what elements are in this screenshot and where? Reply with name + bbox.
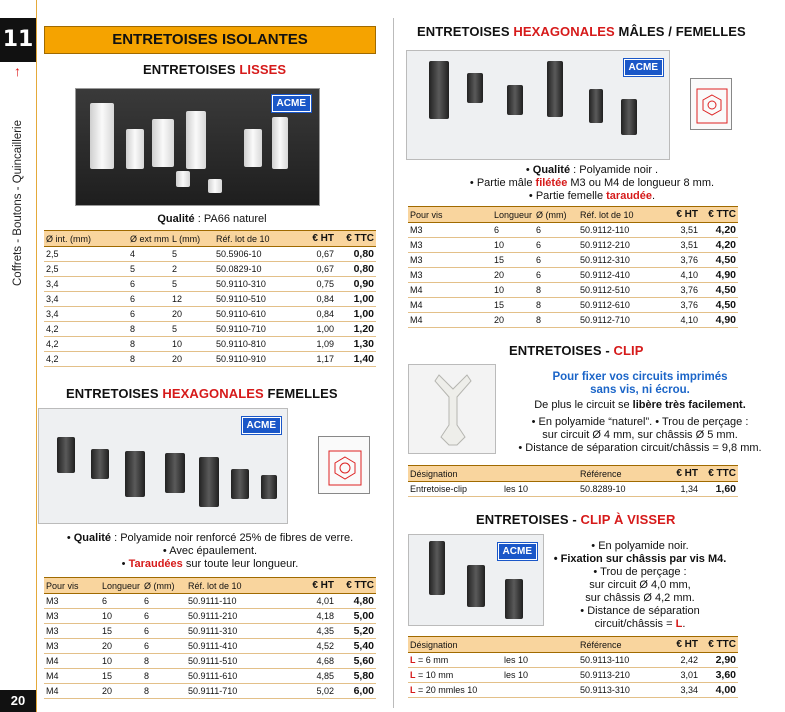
spacer-image xyxy=(208,179,222,193)
table-cell: 15 xyxy=(492,253,534,268)
table-cell: 4,90 xyxy=(700,313,738,328)
table-cell: 50.9112-210 xyxy=(578,238,662,253)
clip-table xyxy=(408,465,738,497)
spacer-image xyxy=(261,475,277,499)
table-row xyxy=(408,653,738,668)
table-cell: 4,18 xyxy=(294,609,336,624)
table-cell: 20 xyxy=(492,313,534,328)
table-row xyxy=(44,352,376,367)
table-cell: 5 xyxy=(128,262,170,277)
table-row xyxy=(408,223,738,238)
table-cell: 5,20 xyxy=(336,624,376,639)
table-row xyxy=(44,322,376,337)
table-cell: 1,60 xyxy=(700,482,738,497)
table-cell: M3 xyxy=(44,594,100,609)
clip-description: Pour fixer vos circuits imprimés sans vis, ni écrou. De plus le circuit se libère très facilement. • En polyamide “naturel”. • Trou de perçage : sur circuit Ø 4 mm, sur châssis Ø 5 mm. • Distance de séparation circuit/châssis = 9,8 mm. xyxy=(518,371,762,454)
table-cell: 4,68 xyxy=(294,654,336,669)
table-header-cell: Ø int. (mm) xyxy=(44,231,128,247)
lisses-table xyxy=(44,230,376,367)
table-cell: 1,17 xyxy=(298,352,336,367)
table-cell: M4 xyxy=(408,283,492,298)
table-cell: 4,52 xyxy=(294,639,336,654)
table-cell: 4,20 xyxy=(700,238,738,253)
table-cell: 6,00 xyxy=(336,684,376,699)
section-banner: ENTRETOISES ISOLANTES xyxy=(44,26,376,54)
spacer-image xyxy=(199,457,219,507)
table-cell: 4 xyxy=(128,247,170,262)
table-cell: 15 xyxy=(492,298,534,313)
table-row xyxy=(44,277,376,292)
table-cell: 0,67 xyxy=(298,262,336,277)
table-cell: 5,00 xyxy=(336,609,376,624)
table-cell: 8 xyxy=(142,654,186,669)
length-symbol: L xyxy=(410,685,416,695)
table-cell: 50.9111-110 xyxy=(186,594,294,609)
spacer-image xyxy=(152,119,174,167)
spacer-image xyxy=(186,111,206,169)
table-cell: Entretoise-clip xyxy=(408,482,502,497)
spacer-image xyxy=(547,61,563,117)
table-header-cell xyxy=(502,466,578,482)
table-cell: 1,00 xyxy=(336,307,376,322)
table-cell: 6 xyxy=(142,639,186,654)
table-cell: 4,50 xyxy=(700,253,738,268)
table-cell: 3,76 xyxy=(662,283,700,298)
table-cell: 50.9110-610 xyxy=(214,307,298,322)
section-path-label: Coffrets - Boutons - Quincaillerie xyxy=(12,120,24,286)
table-cell: M3 xyxy=(408,238,492,253)
clip-vis-table xyxy=(408,636,738,698)
table-cell: 50.9113-210 xyxy=(578,668,662,683)
table-cell: M4 xyxy=(408,313,492,328)
length-symbol: L xyxy=(410,670,416,680)
table-header-cell: Longueur xyxy=(492,207,534,223)
spacer-image xyxy=(467,73,483,103)
table-row xyxy=(44,654,376,669)
table-header-cell: € HT xyxy=(662,637,700,653)
table-cell: 5 xyxy=(170,322,214,337)
table-cell: 2,5 xyxy=(44,262,128,277)
hex-f-table-wrap xyxy=(44,577,376,699)
table-cell: 50.9110-310 xyxy=(214,277,298,292)
table-cell: 1,09 xyxy=(298,337,336,352)
table-header-cell: Longueur xyxy=(100,578,142,594)
table-cell: 3,51 xyxy=(662,223,700,238)
clip-vis-heading: ENTRETOISES - CLIP À VISSER xyxy=(476,512,676,527)
table-cell: 8 xyxy=(534,298,578,313)
hex-f-heading: ENTRETOISES HEXAGONALES FEMELLES xyxy=(66,386,338,401)
table-cell: 50.9112-610 xyxy=(578,298,662,313)
page-number: 20 xyxy=(0,690,36,712)
spacer-image xyxy=(429,541,445,595)
table-cell: 15 xyxy=(100,624,142,639)
table-cell: M3 xyxy=(44,624,100,639)
table-cell: 8 xyxy=(128,337,170,352)
hex-mf-heading: ENTRETOISES HEXAGONALES MÂLES / FEMELLES xyxy=(417,24,746,39)
table-cell: 6 xyxy=(142,609,186,624)
table-cell: 1,20 xyxy=(336,322,376,337)
table-cell: 10 xyxy=(100,609,142,624)
table-cell: 1,40 xyxy=(336,352,376,367)
table-cell: 50.9112-310 xyxy=(578,253,662,268)
table-cell: 3,76 xyxy=(662,298,700,313)
acme-logo: ACME xyxy=(242,417,281,434)
table-cell: 3,60 xyxy=(700,668,738,683)
table-cell: 3,76 xyxy=(662,253,700,268)
table-cell: 8 xyxy=(128,322,170,337)
table-row xyxy=(44,669,376,684)
hex-f-table xyxy=(44,577,376,699)
table-header-cell: Ø (mm) xyxy=(142,578,186,594)
table-cell: 1,00 xyxy=(336,292,376,307)
table-cell: 5 xyxy=(170,277,214,292)
hex-mf-table-wrap xyxy=(408,206,738,328)
length-value: = 6 mm xyxy=(415,655,449,665)
spacer-image xyxy=(505,579,523,619)
clip-vis-product-photo xyxy=(408,534,544,626)
acme-logo: ACME xyxy=(272,95,311,112)
lisses-heading: ENTRETOISES LISSES xyxy=(143,62,287,77)
hex-f-description: • Qualité : Polyamide noir renforcé 25% de fibres de verre. • Avec épaulement. • Taraudées sur toute leur longueur. xyxy=(66,532,354,570)
spacer-image xyxy=(507,85,523,115)
spacer-image xyxy=(57,437,75,473)
table-row xyxy=(44,292,376,307)
table-cell: 50.9112-510 xyxy=(578,283,662,298)
table-cell: 10 xyxy=(492,283,534,298)
table-cell: 5,80 xyxy=(336,669,376,684)
hex-f-technical-drawing xyxy=(318,436,370,494)
table-cell: 1,00 xyxy=(298,322,336,337)
table-header-cell: € HT xyxy=(294,578,336,594)
table-cell: M3 xyxy=(408,253,492,268)
table-cell: 4,2 xyxy=(44,337,128,352)
table-row xyxy=(408,313,738,328)
table-cell xyxy=(408,668,502,683)
table-cell: 4,80 xyxy=(336,594,376,609)
table-cell: 4,2 xyxy=(44,322,128,337)
length-symbol: L xyxy=(410,655,416,665)
table-cell: 10 xyxy=(170,337,214,352)
table-cell: 50.9110-510 xyxy=(214,292,298,307)
table-cell: 3,4 xyxy=(44,292,128,307)
spacer-image xyxy=(467,565,485,607)
table-cell: 15 xyxy=(100,669,142,684)
table-header-cell: Réf. lot de 10 xyxy=(214,231,298,247)
table-cell: les 10 xyxy=(502,653,578,668)
lisses-quality-text: Qualité : PA66 naturel xyxy=(157,213,267,225)
table-header-row xyxy=(408,466,738,482)
table-cell: 50.9111-510 xyxy=(186,654,294,669)
table-cell: 5,02 xyxy=(294,684,336,699)
clip-heading: ENTRETOISES - CLIP xyxy=(509,343,644,358)
table-cell: M4 xyxy=(44,684,100,699)
table-cell: 8 xyxy=(128,352,170,367)
table-cell: 0,75 xyxy=(298,277,336,292)
table-cell: 6 xyxy=(534,253,578,268)
table-cell: M3 xyxy=(44,609,100,624)
table-cell: 50.9112-110 xyxy=(578,223,662,238)
chapter-number-badge: 11 xyxy=(0,18,36,62)
hex-mf-product-photo xyxy=(406,50,670,160)
spacer-image xyxy=(621,99,637,135)
hex-mf-technical-drawing xyxy=(690,78,732,130)
table-header-cell xyxy=(502,637,578,653)
spacer-image xyxy=(272,117,288,169)
table-cell: les 10 xyxy=(502,482,578,497)
table-cell: 4,2 xyxy=(44,352,128,367)
table-cell: 3,01 xyxy=(662,668,700,683)
table-row xyxy=(408,268,738,283)
spacer-image xyxy=(125,451,145,497)
table-header-row xyxy=(408,637,738,653)
table-header-cell: Réf. lot de 10 xyxy=(578,207,662,223)
table-cell: 12 xyxy=(170,292,214,307)
table-cell: 5,40 xyxy=(336,639,376,654)
table-cell: 2 xyxy=(170,262,214,277)
table-cell: 6 xyxy=(492,223,534,238)
table-row xyxy=(44,624,376,639)
table-header-cell: € TTC xyxy=(700,207,738,223)
sidebar-rule xyxy=(36,0,37,712)
table-cell: 3,4 xyxy=(44,307,128,322)
table-cell: 8 xyxy=(142,684,186,699)
table-cell: 4,50 xyxy=(700,298,738,313)
table-cell: 50.9113-310 xyxy=(578,683,662,698)
table-cell: 50.9112-710 xyxy=(578,313,662,328)
table-cell: 50.9111-310 xyxy=(186,624,294,639)
hex-mf-description: • Qualité : Polyamide noir . • Partie mâle filétée M3 ou M4 de longueur 8 mm. • Partie femelle taraudée. xyxy=(469,164,715,202)
spacer-image xyxy=(91,449,109,479)
table-cell: 0,80 xyxy=(336,247,376,262)
table-cell: 50.9111-410 xyxy=(186,639,294,654)
table-cell: 5 xyxy=(170,247,214,262)
spacer-image xyxy=(429,61,449,119)
spacer-image xyxy=(90,103,114,169)
table-cell: 50.5906-10 xyxy=(214,247,298,262)
table-cell: 4,01 xyxy=(294,594,336,609)
table-cell: 10 xyxy=(492,238,534,253)
table-cell: 6 xyxy=(100,594,142,609)
table-header-cell: Désignation xyxy=(408,637,502,653)
table-cell: 1,30 xyxy=(336,337,376,352)
table-header-cell: L (mm) xyxy=(170,231,214,247)
clip-table-wrap xyxy=(408,465,738,497)
table-row xyxy=(408,298,738,313)
clip-product-photo xyxy=(408,364,496,454)
table-header-cell: Ø ext mm xyxy=(128,231,170,247)
table-cell: 20 xyxy=(170,352,214,367)
acme-logo: ACME xyxy=(498,543,537,560)
table-cell: 8 xyxy=(534,283,578,298)
table-cell: 4,20 xyxy=(700,223,738,238)
table-row xyxy=(408,683,738,698)
table-row xyxy=(44,247,376,262)
table-cell: 5,60 xyxy=(336,654,376,669)
table-cell: 0,84 xyxy=(298,307,336,322)
table-cell xyxy=(502,683,578,698)
table-cell: 50.8289-10 xyxy=(578,482,662,497)
table-header-cell: € TTC xyxy=(336,231,376,247)
table-cell: 50.9110-710 xyxy=(214,322,298,337)
table-row xyxy=(44,684,376,699)
table-row xyxy=(44,307,376,322)
table-cell: 50.9113-110 xyxy=(578,653,662,668)
table-header-cell: Ø (mm) xyxy=(534,207,578,223)
table-row xyxy=(44,594,376,609)
spacer-image xyxy=(126,129,144,169)
table-row xyxy=(44,262,376,277)
table-header-cell: € HT xyxy=(298,231,336,247)
table-cell: 2,5 xyxy=(44,247,128,262)
table-cell: 4,10 xyxy=(662,268,700,283)
table-cell: 8 xyxy=(534,313,578,328)
table-cell: 20 xyxy=(492,268,534,283)
clip-vis-description: • En polyamide noir. • Fixation sur châssis par vis M4. • Trou de perçage : sur circuit Ø 4,0 mm, sur châssis Ø 4,2 mm. • Distance de séparation circuit/châssis = L. xyxy=(553,540,727,630)
table-header-cell: € HT xyxy=(662,466,700,482)
arrow-up-icon: ↑ xyxy=(14,63,21,79)
table-cell: 4,10 xyxy=(662,313,700,328)
table-cell: 8 xyxy=(142,669,186,684)
table-cell: 6 xyxy=(128,277,170,292)
table-header-cell: Désignation xyxy=(408,466,502,482)
table-cell: 6 xyxy=(142,594,186,609)
table-cell: 4,35 xyxy=(294,624,336,639)
table-header-cell: Référence xyxy=(578,637,662,653)
table-cell: M4 xyxy=(44,669,100,684)
table-row xyxy=(408,283,738,298)
table-cell xyxy=(408,653,502,668)
table-row xyxy=(44,609,376,624)
spacer-image xyxy=(589,89,603,123)
table-cell: 3,51 xyxy=(662,238,700,253)
table-row xyxy=(44,337,376,352)
table-cell: 1,34 xyxy=(662,482,700,497)
table-header-cell: Réf. lot de 10 xyxy=(186,578,294,594)
table-cell: 10 xyxy=(100,654,142,669)
table-header-cell: Pour vis xyxy=(408,207,492,223)
table-cell: 2,42 xyxy=(662,653,700,668)
table-cell: 6 xyxy=(128,292,170,307)
spacer-image xyxy=(176,171,190,187)
table-cell: les 10 xyxy=(502,668,578,683)
table-cell: 4,50 xyxy=(700,283,738,298)
table-cell: 20 xyxy=(100,639,142,654)
table-cell: 3,4 xyxy=(44,277,128,292)
table-cell: 0,84 xyxy=(298,292,336,307)
table-cell: 0,90 xyxy=(336,277,376,292)
hex-f-product-photo xyxy=(38,408,288,524)
table-row xyxy=(408,482,738,497)
clip-vis-table-wrap xyxy=(408,636,738,698)
table-cell: M3 xyxy=(44,639,100,654)
table-cell: 50.9111-710 xyxy=(186,684,294,699)
table-cell: 6 xyxy=(534,268,578,283)
table-row xyxy=(408,668,738,683)
table-cell: 50.0829-10 xyxy=(214,262,298,277)
lisses-table-wrap xyxy=(44,230,376,367)
lisses-product-photo xyxy=(75,88,320,206)
table-cell: M4 xyxy=(408,298,492,313)
table-cell: 50.9110-810 xyxy=(214,337,298,352)
acme-logo: ACME xyxy=(624,59,663,76)
hex-mf-table xyxy=(408,206,738,328)
table-cell: 50.9111-210 xyxy=(186,609,294,624)
table-cell: 0,67 xyxy=(298,247,336,262)
column-divider xyxy=(393,18,394,708)
table-cell: 6 xyxy=(128,307,170,322)
table-header-cell: € TTC xyxy=(700,466,738,482)
table-header-cell: € HT xyxy=(662,207,700,223)
table-cell: M3 xyxy=(408,223,492,238)
table-cell: M4 xyxy=(44,654,100,669)
table-cell: M3 xyxy=(408,268,492,283)
spacer-image xyxy=(165,453,185,493)
table-row xyxy=(408,253,738,268)
spacer-image xyxy=(244,129,262,167)
table-cell: 50.9112-410 xyxy=(578,268,662,283)
table-header-cell: € TTC xyxy=(700,637,738,653)
table-row xyxy=(408,238,738,253)
length-value: = 20 mmles 10 xyxy=(415,685,478,695)
table-header-row xyxy=(44,231,376,247)
table-cell: 0,80 xyxy=(336,262,376,277)
table-cell: 6 xyxy=(534,223,578,238)
table-cell: 4,00 xyxy=(700,683,738,698)
table-cell: 20 xyxy=(100,684,142,699)
table-cell: 6 xyxy=(534,238,578,253)
table-cell: 20 xyxy=(170,307,214,322)
table-header-cell: € TTC xyxy=(336,578,376,594)
table-cell: 4,85 xyxy=(294,669,336,684)
spacer-image xyxy=(231,469,249,499)
table-cell: 6 xyxy=(142,624,186,639)
table-cell: 50.9111-610 xyxy=(186,669,294,684)
table-header-row xyxy=(44,578,376,594)
length-value: = 10 mm xyxy=(415,670,454,680)
table-header-row xyxy=(408,207,738,223)
table-row xyxy=(44,639,376,654)
table-cell: 4,90 xyxy=(700,268,738,283)
table-cell: 3,34 xyxy=(662,683,700,698)
table-cell: 50.9110-910 xyxy=(214,352,298,367)
table-cell: 2,90 xyxy=(700,653,738,668)
table-cell xyxy=(408,683,502,698)
table-header-cell: Référence xyxy=(578,466,662,482)
table-header-cell: Pour vis xyxy=(44,578,100,594)
